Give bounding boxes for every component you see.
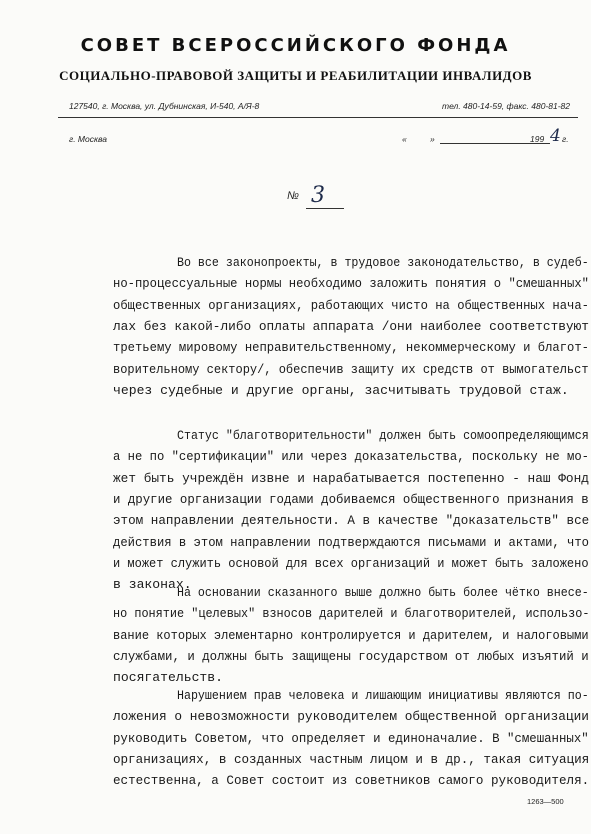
phone-fax: тел. 480-14-59, факс. 480-81-82	[442, 101, 570, 111]
text-line: третьему мировому неправительственному, некоммерческому и благот-	[113, 340, 590, 356]
year-handwritten: 4	[550, 126, 561, 146]
text-line: через судебные и другие органы, засчитывать трудовой стаж.	[113, 382, 569, 398]
number-handwritten: 3	[311, 183, 325, 208]
text-line: действия в этом направлении подтверждаются письмами и актами, что	[113, 534, 590, 550]
date-quote-close: »	[430, 134, 435, 144]
text-line: но понятие "целевых" взносов дарителей и благотворителей, использо-	[113, 606, 590, 622]
text-line: руководить Советом, что определяет и единоначалие. В "смешанных"	[113, 730, 589, 746]
text-line: жет быть учреждён извне и нарабатывается постепенно - наш Фонд	[113, 470, 589, 486]
text-line: ворительному сектору/, обеспечив защиту их средств от вымогательст	[113, 361, 589, 377]
org-subtitle: СОЦИАЛЬНО-ПРАВОВОЙ ЗАЩИТЫ И РЕАБИЛИТАЦИИ ИНВАЛИДОВ	[59, 68, 532, 83]
number-label: №	[287, 190, 299, 202]
postal-address: 127540, г. Москва, ул. Дубнинская, И-540, А/Я-8	[69, 101, 260, 111]
text-line: и может служить основой для всех организаций и может быть заложено	[113, 555, 589, 571]
print-code: 1263—500	[527, 797, 564, 806]
text-line: в законах.	[113, 577, 192, 593]
text-line: но-процессуальные нормы необходимо заложить понятия о "смешанных"	[113, 276, 590, 292]
text-line: а не по "сертификации" или через доказательства, поскольку не мо-	[113, 449, 590, 465]
text-line: Нарушением прав человека и лишающим инициативы являются по-	[177, 688, 589, 703]
city-label: г. Москва	[69, 134, 107, 144]
text-line: вание которых элементарно контролируется и дарителем, и налоговыми	[113, 627, 589, 643]
text-line: На основании сказанного выше должно быть более чётко внесе-	[177, 585, 589, 600]
text-line: организациях, в созданных частным лицом и в др., такая ситуация	[113, 751, 590, 767]
date-quote-open: «	[402, 134, 407, 144]
org-title: СОВЕТ ВСЕРОССИЙСКОГО ФОНДА	[80, 35, 511, 56]
text-line: службами, и должны быть защищены государством от любых изъятий и	[113, 648, 589, 664]
text-line: естественна, а Совет состоит из советников самого руководителя.	[113, 773, 590, 789]
text-line: посягательств.	[113, 670, 224, 686]
text-line: и другие организации годами добиваемся общественного признания в	[113, 491, 589, 507]
text-line: Статус "благотворительности" должен быть сомоопределяющимся	[177, 428, 589, 443]
text-line: общественных организациях, работающих чисто на общественных нача-	[113, 297, 590, 313]
text-line: этом направлении деятельности. А в качестве "доказательств" все	[113, 513, 590, 529]
text-line: Во все законопроекты, в трудовое законодательство, в судеб-	[177, 255, 589, 270]
year-prefix: 199	[530, 134, 545, 144]
text-line: ложения о невозможности руководителем общественной организации	[113, 709, 589, 725]
year-suffix: г.	[562, 134, 569, 144]
text-line: лах без какой-либо оплаты аппарата /они наиболее соответствуют	[113, 318, 589, 334]
